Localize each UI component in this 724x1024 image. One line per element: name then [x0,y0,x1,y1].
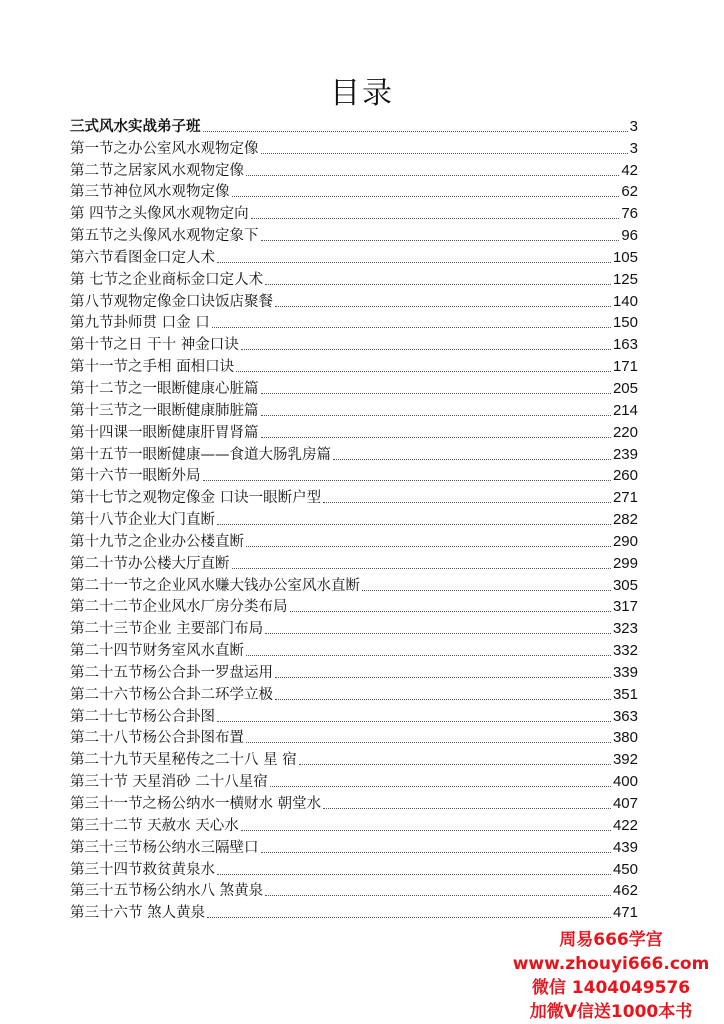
toc-entry[interactable] [70,857,638,879]
dot-leader [203,480,611,481]
toc-entry[interactable] [70,573,638,595]
dot-leader [217,524,611,525]
watermark-line: 周易666学宫 [559,930,663,950]
dot-leader [261,415,611,416]
toc-entry[interactable] [70,682,638,704]
watermark-line: www.zhouyi666.com [512,954,710,974]
toc-entry-label: 第十七节之观物定像金 口诀一眼断户型 [70,490,322,507]
toc-entry-page-number: 282 [612,511,638,529]
dot-leader [217,874,611,875]
toc-entry-page-number: 140 [612,292,638,310]
toc-entry[interactable] [70,835,638,857]
toc-entry-label: 第二十一节之企业风水赚大钱办公室风水直断 [70,577,360,594]
toc-entry-page-number: 422 [612,816,638,834]
dot-leader [261,240,620,241]
toc-entry-label: 第二十八节杨公合卦图布置 [70,730,244,747]
toc-entry-page-number: 205 [612,379,638,397]
toc-entry-page-number: 290 [612,532,638,550]
toc-entry-page-number: 171 [612,358,638,376]
toc-entry[interactable] [70,180,638,202]
toc-entry[interactable] [70,201,638,223]
toc-entry[interactable] [70,879,638,901]
toc-entry-label: 第十二节之一眼断健康心脏篇 [70,380,259,397]
toc-entry-label: 第二十九节天星秘传之二十八 星 宿 [70,752,297,769]
toc-entry[interactable] [70,726,638,748]
dot-leader [217,721,611,722]
toc-entry-label: 第三十三节杨公纳水三隔壁口 [70,839,259,856]
toc-entry-page-number: 96 [621,227,638,245]
toc-entry-page-number: 163 [612,336,638,354]
dot-leader [246,175,619,176]
toc-entry[interactable] [70,398,638,420]
toc-entry-page-number: 62 [621,183,638,201]
toc-entry-label: 第五节之头像风水观物定象下 [70,228,259,245]
dot-leader [362,590,611,591]
dot-leader [265,633,611,634]
toc-entry-page-number: 450 [612,860,638,878]
toc-entry-page-number: 462 [612,882,638,900]
watermark [506,928,716,1024]
toc-entry-label: 第十六节一眼断外局 [70,468,201,485]
dot-leader [241,349,611,350]
toc-entry-label: 第二节之居家风水观物定像 [70,162,244,179]
toc-entry-page-number: 339 [612,663,638,681]
toc-entry-label: 第三十五节杨公纳水八 煞黄泉 [70,883,264,900]
toc-entry-label: 第二十二节企业风水厂房分类布局 [70,599,288,616]
dot-leader [207,917,611,918]
toc-entry[interactable] [70,791,638,813]
dot-leader [246,742,611,743]
page-title: 目录 [330,76,394,111]
toc-entry[interactable] [70,136,638,158]
toc-entry-page-number: 299 [612,554,638,572]
toc-entry[interactable] [70,267,638,289]
toc-entry-label: 第二十四节财务室风水直断 [70,643,244,660]
dot-leader [299,764,611,765]
toc-entry[interactable] [70,595,638,617]
toc-entry-page-number: 271 [612,489,638,507]
dot-leader [275,677,611,678]
toc-entry[interactable] [70,900,638,922]
toc-entry-label: 第 七节之企业商标金口定人术 [70,271,264,288]
toc-entry-page-number: 407 [612,795,638,812]
toc-entry[interactable] [70,354,638,376]
dot-leader [212,327,611,328]
toc-entry-page-number: 305 [612,576,638,594]
toc-entry[interactable] [70,420,638,442]
dot-leader [290,611,611,612]
watermark-line: 加微V信送1000本书 [529,1002,693,1022]
toc-entry[interactable] [70,507,638,529]
toc-entry-page-number: 351 [612,685,638,703]
toc-entry[interactable] [70,747,638,769]
dot-leader [270,786,611,787]
toc-entry-label: 第二十三节企业 主要部门布局 [70,621,264,638]
toc-entry-page-number: 3 [629,117,638,135]
dot-leader [261,852,611,853]
toc-entry[interactable] [70,223,638,245]
toc-entry-label: 第九节卦师贯 口金 口 [70,315,210,332]
toc-entry-page-number: 260 [612,467,638,485]
toc-entry[interactable] [70,638,638,660]
toc-entry-label: 第十八节企业大门直断 [70,512,215,529]
toc-entry-page-number: 125 [612,270,638,288]
toc-entry-label: 第十一节之手相 面相口诀 [70,359,235,376]
dot-leader [265,895,611,896]
toc-entry[interactable] [70,158,638,180]
dot-leader [261,153,628,154]
dot-leader [265,284,611,285]
toc-entry-label: 第二十节办公楼大厅直断 [70,555,230,572]
toc-entry-page-number: 76 [621,205,638,223]
toc-entry-page-number: 42 [621,161,638,179]
dot-leader [275,699,611,700]
toc-entry-label: 第三节神位风水观物定像 [70,184,230,201]
toc-entry-label: 第十节之日 干十 神金口诀 [70,337,239,354]
dot-leader [323,808,611,809]
toc-entry-page-number: 239 [612,445,638,463]
toc-entry-page-number: 380 [612,729,638,747]
toc-entry-page-number: 400 [612,773,638,791]
toc-entry-page-number: 363 [612,707,638,725]
toc-entry[interactable] [70,551,638,573]
toc-entry[interactable] [70,660,638,682]
dot-leader [246,546,611,547]
dot-leader [232,196,620,197]
toc-entry[interactable] [70,485,638,507]
toc-entry-label: 第二十七节杨公合卦图 [70,708,215,725]
dot-leader [236,371,611,372]
dot-leader [232,568,611,569]
toc-entry[interactable] [70,769,638,791]
dot-leader [251,218,620,219]
toc-entry[interactable] [70,704,638,726]
toc-entry-page-number: 317 [612,598,638,616]
dot-leader [241,830,611,831]
toc-entry-page-number: 332 [612,642,638,660]
toc-entry-label: 第十九节之企业办公楼直断 [70,533,244,550]
toc-entry-label: 第三十六节 煞人黄泉 [70,905,206,922]
toc-entry-label: 第三十四节救贫黄泉水 [70,861,215,878]
dot-leader [261,437,611,438]
toc-entry[interactable] [70,311,638,333]
table-of-contents [70,114,638,922]
toc-entry[interactable] [70,442,638,464]
toc-entry[interactable] [70,114,638,136]
toc-entry-page-number: 471 [612,904,638,922]
toc-entry[interactable] [70,245,638,267]
toc-entry[interactable] [70,529,638,551]
toc-entry-label: 第二十六节杨公合卦二环学立极 [70,686,273,703]
dot-leader [203,131,628,132]
toc-entry[interactable] [70,464,638,486]
toc-entry-label: 第八节观物定像金口诀饭店聚餐 [70,293,273,310]
toc-entry-page-number: 439 [612,838,638,856]
dot-leader [275,306,611,307]
toc-entry-label: 第一节之办公室风水观物定像 [70,140,259,157]
toc-entry-label: 第六节看图金口定人术 [70,249,215,266]
toc-entry-page-number: 105 [612,248,638,266]
toc-entry[interactable] [70,376,638,398]
dot-leader [217,262,611,263]
dot-leader [261,393,611,394]
toc-entry-page-number: 220 [612,423,638,441]
dot-leader [246,655,611,656]
toc-entry-label: 第三十二节 天赦水 天心水 [70,817,239,834]
toc-entry-label: 第三十一节之杨公纳水一横财水 朝堂水 [70,796,322,812]
toc-entry-page-number: 214 [612,401,638,419]
toc-entry-label: 第三十节 天星消砂 二十八星宿 [70,774,268,791]
toc-entry[interactable] [70,289,638,311]
toc-entry-page-number: 150 [612,314,638,332]
dot-leader [323,502,611,503]
toc-entry-page-number: 392 [612,751,638,769]
dot-leader [333,459,611,460]
toc-entry[interactable] [70,813,638,835]
toc-entry-label: 第十四课一眼断健康肝胃肾篇 [70,424,259,441]
toc-entry[interactable] [70,332,638,354]
toc-entry-label: 第 四节之头像风水观物定向 [70,206,249,223]
toc-entry-label: 三式风水实战弟子班 [70,118,201,135]
toc-entry-label: 第十三节之一眼断健康肺脏篇 [70,402,259,419]
watermark-line: 微信 1404049576 [531,978,691,998]
toc-entry-label: 第十五节一眼断健康——食道大肠乳房篇 [70,446,331,463]
toc-entry[interactable] [70,616,638,638]
toc-entry-label: 第二十五节杨公合卦一罗盘运用 [70,664,273,681]
toc-entry-page-number: 323 [612,620,638,638]
toc-entry-page-number: 3 [629,139,638,157]
